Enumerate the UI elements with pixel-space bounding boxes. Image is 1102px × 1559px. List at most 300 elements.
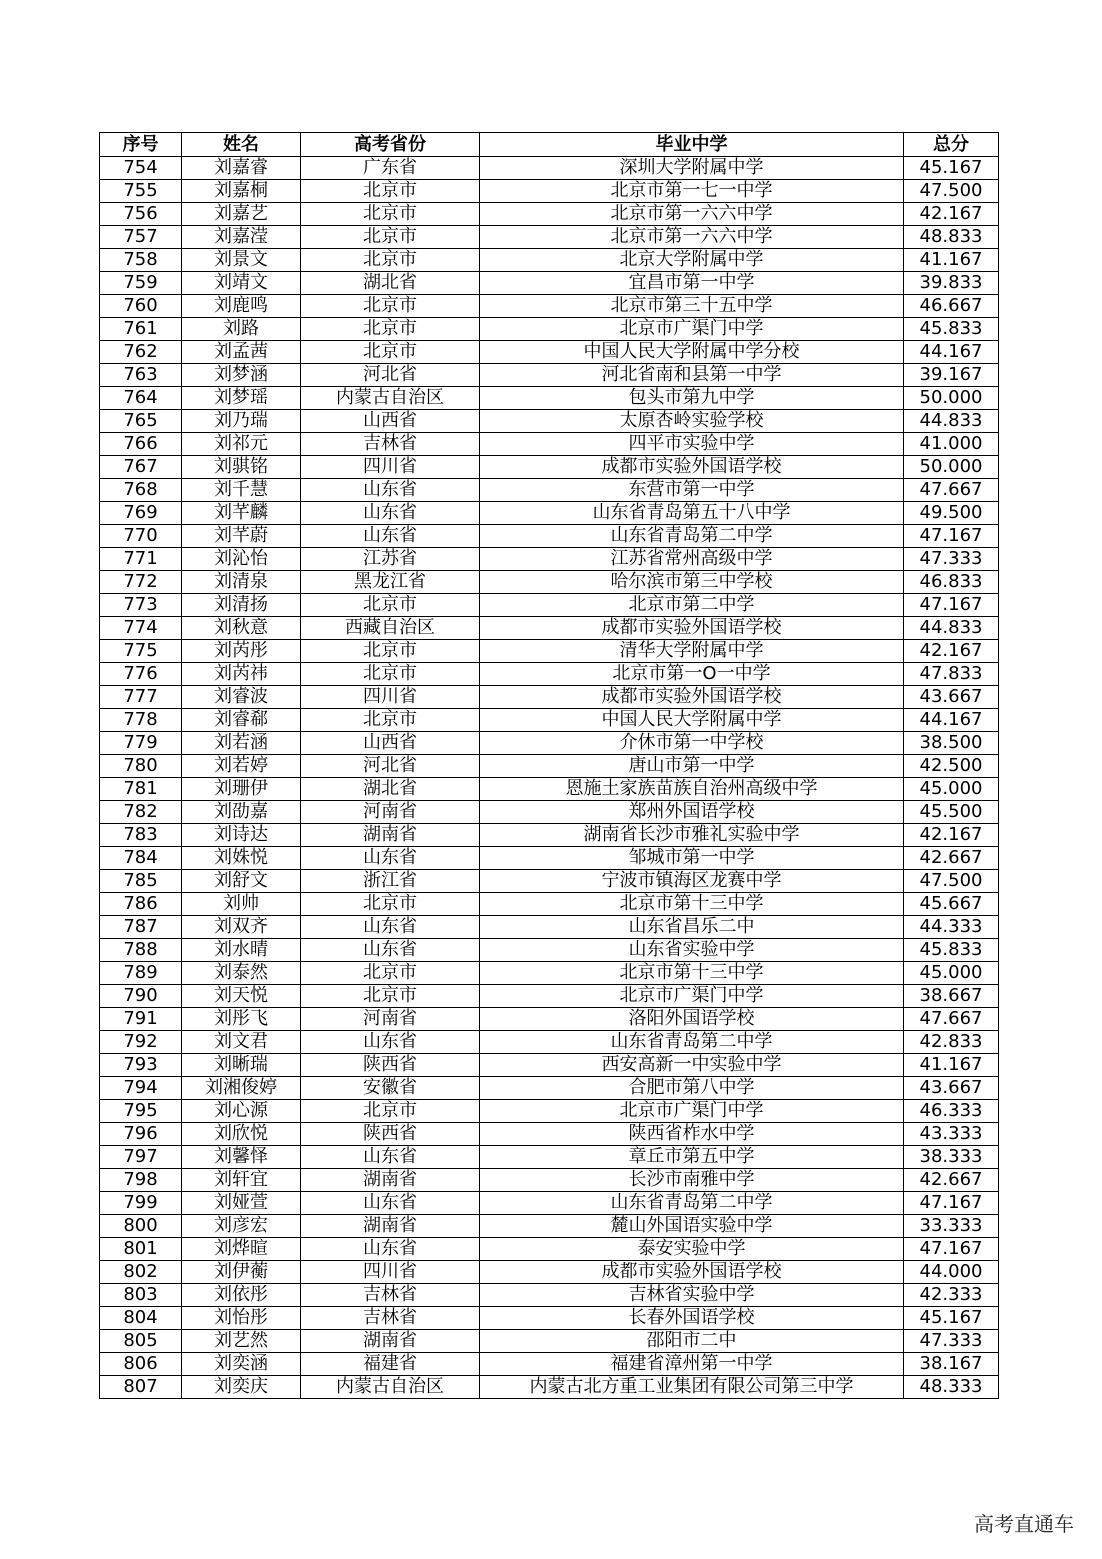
cell-province: 陕西省 <box>301 1123 480 1146</box>
cell-index: 762 <box>100 341 182 364</box>
cell-province: 四川省 <box>301 456 480 479</box>
table-row <box>100 479 999 502</box>
cell-index: 782 <box>100 801 182 824</box>
cell-score: 48.833 <box>904 226 999 249</box>
table-row <box>100 985 999 1008</box>
table-row <box>100 801 999 824</box>
cell-name: 刘心源 <box>182 1100 301 1123</box>
table-row <box>100 1008 999 1031</box>
cell-score: 47.333 <box>904 548 999 571</box>
cell-score: 43.667 <box>904 1077 999 1100</box>
cell-name: 刘烨暄 <box>182 1238 301 1261</box>
cell-index: 789 <box>100 962 182 985</box>
cell-school: 宜昌市第一中学 <box>480 272 904 295</box>
cell-province: 河北省 <box>301 755 480 778</box>
cell-name: 刘彤飞 <box>182 1008 301 1031</box>
table-row <box>100 686 999 709</box>
cell-school: 湖南省长沙市雅礼实验中学 <box>480 824 904 847</box>
cell-index: 804 <box>100 1307 182 1330</box>
table-row <box>100 456 999 479</box>
cell-name: 刘睿郗 <box>182 709 301 732</box>
cell-province: 安徽省 <box>301 1077 480 1100</box>
cell-school: 江苏省常州高级中学 <box>480 548 904 571</box>
cell-score: 46.333 <box>904 1100 999 1123</box>
cell-score: 47.667 <box>904 479 999 502</box>
table-row <box>100 364 999 387</box>
table-row <box>100 410 999 433</box>
cell-index: 792 <box>100 1031 182 1054</box>
cell-province: 北京市 <box>301 341 480 364</box>
cell-score: 44.333 <box>904 916 999 939</box>
cell-province: 四川省 <box>301 1261 480 1284</box>
cell-index: 797 <box>100 1146 182 1169</box>
cell-score: 47.167 <box>904 1192 999 1215</box>
table-row <box>100 594 999 617</box>
table-row <box>100 1123 999 1146</box>
table-row <box>100 203 999 226</box>
cell-score: 47.167 <box>904 1238 999 1261</box>
table-row <box>100 180 999 203</box>
cell-index: 800 <box>100 1215 182 1238</box>
table-header-row <box>100 133 999 157</box>
cell-name: 刘睿波 <box>182 686 301 709</box>
cell-province: 山东省 <box>301 1192 480 1215</box>
cell-score: 42.167 <box>904 824 999 847</box>
cell-score: 39.833 <box>904 272 999 295</box>
cell-school: 山东省青岛第二中学 <box>480 1031 904 1054</box>
score-table <box>99 132 999 1399</box>
watermark: 高考直通车 <box>974 1512 1074 1536</box>
cell-index: 771 <box>100 548 182 571</box>
cell-score: 47.667 <box>904 1008 999 1031</box>
cell-name: 刘秋意 <box>182 617 301 640</box>
table-row <box>100 226 999 249</box>
cell-score: 45.500 <box>904 801 999 824</box>
cell-province: 北京市 <box>301 1100 480 1123</box>
cell-index: 788 <box>100 939 182 962</box>
cell-score: 45.167 <box>904 1307 999 1330</box>
cell-name: 刘骐铭 <box>182 456 301 479</box>
cell-index: 795 <box>100 1100 182 1123</box>
table-row <box>100 249 999 272</box>
cell-index: 807 <box>100 1376 182 1399</box>
cell-index: 783 <box>100 824 182 847</box>
table-row <box>100 1100 999 1123</box>
cell-school: 北京市广渠门中学 <box>480 1100 904 1123</box>
cell-name: 刘景文 <box>182 249 301 272</box>
cell-province: 山东省 <box>301 1146 480 1169</box>
cell-school: 内蒙古北方重工业集团有限公司第三中学 <box>480 1376 904 1399</box>
cell-school: 河北省南和县第一中学 <box>480 364 904 387</box>
cell-province: 北京市 <box>301 640 480 663</box>
cell-name: 刘欣悦 <box>182 1123 301 1146</box>
table-row <box>100 157 999 180</box>
cell-score: 45.000 <box>904 778 999 801</box>
cell-province: 山西省 <box>301 732 480 755</box>
cell-province: 北京市 <box>301 594 480 617</box>
cell-province: 山东省 <box>301 1238 480 1261</box>
cell-school: 邹城市第一中学 <box>480 847 904 870</box>
table-row <box>100 663 999 686</box>
cell-index: 786 <box>100 893 182 916</box>
cell-score: 47.167 <box>904 525 999 548</box>
cell-school: 太原杏岭实验学校 <box>480 410 904 433</box>
cell-name: 刘嘉艺 <box>182 203 301 226</box>
cell-province: 吉林省 <box>301 1284 480 1307</box>
cell-index: 806 <box>100 1353 182 1376</box>
table-row <box>100 1261 999 1284</box>
cell-school: 宁波市镇海区龙赛中学 <box>480 870 904 893</box>
cell-province: 湖南省 <box>301 1215 480 1238</box>
cell-index: 798 <box>100 1169 182 1192</box>
table-row <box>100 571 999 594</box>
cell-school: 成都市实验外国语学校 <box>480 456 904 479</box>
table-row <box>100 295 999 318</box>
cell-name: 刘清扬 <box>182 594 301 617</box>
cell-score: 45.833 <box>904 939 999 962</box>
cell-score: 43.667 <box>904 686 999 709</box>
cell-score: 48.333 <box>904 1376 999 1399</box>
cell-school: 合肥市第八中学 <box>480 1077 904 1100</box>
cell-school: 成都市实验外国语学校 <box>480 686 904 709</box>
table-row <box>100 1077 999 1100</box>
cell-school: 北京市第一七一中学 <box>480 180 904 203</box>
cell-province: 西藏自治区 <box>301 617 480 640</box>
cell-index: 801 <box>100 1238 182 1261</box>
cell-province: 内蒙古自治区 <box>301 1376 480 1399</box>
cell-score: 44.833 <box>904 617 999 640</box>
cell-index: 775 <box>100 640 182 663</box>
cell-score: 42.333 <box>904 1284 999 1307</box>
cell-index: 765 <box>100 410 182 433</box>
cell-name: 刘舒文 <box>182 870 301 893</box>
cell-province: 湖北省 <box>301 778 480 801</box>
header-name: 姓名 <box>182 133 301 157</box>
cell-school: 北京市广渠门中学 <box>480 318 904 341</box>
table-row <box>100 1330 999 1353</box>
table-row <box>100 1192 999 1215</box>
cell-index: 757 <box>100 226 182 249</box>
cell-name: 刘鹿鸣 <box>182 295 301 318</box>
cell-name: 刘靖文 <box>182 272 301 295</box>
cell-school: 泰安实验中学 <box>480 1238 904 1261</box>
cell-index: 769 <box>100 502 182 525</box>
cell-province: 山东省 <box>301 502 480 525</box>
cell-school: 陕西省柞水中学 <box>480 1123 904 1146</box>
cell-score: 38.333 <box>904 1146 999 1169</box>
table-row <box>100 1238 999 1261</box>
cell-province: 北京市 <box>301 893 480 916</box>
cell-score: 39.167 <box>904 364 999 387</box>
cell-province: 河南省 <box>301 1008 480 1031</box>
cell-province: 吉林省 <box>301 1307 480 1330</box>
cell-index: 785 <box>100 870 182 893</box>
cell-province: 北京市 <box>301 709 480 732</box>
cell-name: 刘奕庆 <box>182 1376 301 1399</box>
cell-province: 北京市 <box>301 663 480 686</box>
table-row <box>100 1215 999 1238</box>
cell-province: 北京市 <box>301 180 480 203</box>
cell-score: 41.167 <box>904 1054 999 1077</box>
cell-index: 776 <box>100 663 182 686</box>
cell-name: 刘晰瑞 <box>182 1054 301 1077</box>
cell-school: 哈尔滨市第三中学校 <box>480 571 904 594</box>
table-row <box>100 272 999 295</box>
cell-name: 刘嘉滢 <box>182 226 301 249</box>
table-row <box>100 617 999 640</box>
table-row <box>100 962 999 985</box>
cell-index: 780 <box>100 755 182 778</box>
cell-score: 44.167 <box>904 709 999 732</box>
cell-index: 766 <box>100 433 182 456</box>
cell-score: 41.000 <box>904 433 999 456</box>
cell-province: 北京市 <box>301 249 480 272</box>
cell-index: 803 <box>100 1284 182 1307</box>
cell-score: 33.333 <box>904 1215 999 1238</box>
cell-name: 刘文君 <box>182 1031 301 1054</box>
cell-name: 刘轩宜 <box>182 1169 301 1192</box>
table-row <box>100 640 999 663</box>
cell-name: 刘姝悦 <box>182 847 301 870</box>
cell-score: 49.500 <box>904 502 999 525</box>
cell-score: 47.500 <box>904 870 999 893</box>
cell-province: 陕西省 <box>301 1054 480 1077</box>
cell-index: 793 <box>100 1054 182 1077</box>
cell-school: 洛阳外国语学校 <box>480 1008 904 1031</box>
cell-school: 长沙市南雅中学 <box>480 1169 904 1192</box>
cell-school: 长春外国语学校 <box>480 1307 904 1330</box>
cell-school: 章丘市第五中学 <box>480 1146 904 1169</box>
cell-school: 北京市第十三中学 <box>480 962 904 985</box>
cell-province: 湖北省 <box>301 272 480 295</box>
cell-index: 779 <box>100 732 182 755</box>
cell-name: 刘梦涵 <box>182 364 301 387</box>
cell-score: 44.000 <box>904 1261 999 1284</box>
cell-school: 中国人民大学附属中学 <box>480 709 904 732</box>
cell-province: 湖南省 <box>301 1330 480 1353</box>
cell-score: 47.833 <box>904 663 999 686</box>
cell-name: 刘孟茜 <box>182 341 301 364</box>
header-school: 毕业中学 <box>480 133 904 157</box>
table-row <box>100 387 999 410</box>
cell-name: 刘劭嘉 <box>182 801 301 824</box>
cell-name: 刘若涵 <box>182 732 301 755</box>
cell-score: 41.167 <box>904 249 999 272</box>
cell-index: 787 <box>100 916 182 939</box>
table-row <box>100 916 999 939</box>
table-row <box>100 778 999 801</box>
cell-score: 46.833 <box>904 571 999 594</box>
table-row <box>100 1353 999 1376</box>
cell-index: 784 <box>100 847 182 870</box>
cell-province: 北京市 <box>301 295 480 318</box>
cell-province: 浙江省 <box>301 870 480 893</box>
cell-name: 刘嘉睿 <box>182 157 301 180</box>
cell-name: 刘天悦 <box>182 985 301 1008</box>
cell-province: 北京市 <box>301 203 480 226</box>
table-row <box>100 1376 999 1399</box>
cell-score: 44.167 <box>904 341 999 364</box>
cell-province: 广东省 <box>301 157 480 180</box>
cell-name: 刘帅 <box>182 893 301 916</box>
cell-index: 799 <box>100 1192 182 1215</box>
cell-province: 河北省 <box>301 364 480 387</box>
cell-province: 北京市 <box>301 985 480 1008</box>
cell-province: 山西省 <box>301 410 480 433</box>
cell-school: 深圳大学附属中学 <box>480 157 904 180</box>
cell-name: 刘芮祎 <box>182 663 301 686</box>
cell-school: 福建省漳州第一中学 <box>480 1353 904 1376</box>
cell-name: 刘芊麟 <box>182 502 301 525</box>
cell-school: 东营市第一中学 <box>480 479 904 502</box>
cell-province: 福建省 <box>301 1353 480 1376</box>
cell-index: 764 <box>100 387 182 410</box>
cell-index: 773 <box>100 594 182 617</box>
cell-name: 刘依彤 <box>182 1284 301 1307</box>
cell-index: 774 <box>100 617 182 640</box>
table-row <box>100 1054 999 1077</box>
cell-name: 刘伊蘅 <box>182 1261 301 1284</box>
cell-name: 刘沁怡 <box>182 548 301 571</box>
cell-name: 刘彦宏 <box>182 1215 301 1238</box>
cell-name: 刘珊伊 <box>182 778 301 801</box>
table-row <box>100 341 999 364</box>
table-row <box>100 525 999 548</box>
cell-province: 湖南省 <box>301 824 480 847</box>
cell-index: 778 <box>100 709 182 732</box>
cell-index: 772 <box>100 571 182 594</box>
table-row <box>100 1031 999 1054</box>
table-row <box>100 1146 999 1169</box>
table-body <box>100 157 999 1399</box>
cell-index: 755 <box>100 180 182 203</box>
cell-school: 北京市第一O一中学 <box>480 663 904 686</box>
cell-school: 山东省实验中学 <box>480 939 904 962</box>
cell-school: 山东省青岛第二中学 <box>480 525 904 548</box>
cell-score: 42.167 <box>904 640 999 663</box>
table-row <box>100 847 999 870</box>
cell-name: 刘艺然 <box>182 1330 301 1353</box>
cell-name: 刘馨怿 <box>182 1146 301 1169</box>
cell-name: 刘嘉桐 <box>182 180 301 203</box>
cell-score: 44.833 <box>904 410 999 433</box>
cell-name: 刘清泉 <box>182 571 301 594</box>
cell-score: 45.167 <box>904 157 999 180</box>
cell-province: 江苏省 <box>301 548 480 571</box>
cell-name: 刘千慧 <box>182 479 301 502</box>
cell-score: 50.000 <box>904 387 999 410</box>
cell-score: 45.000 <box>904 962 999 985</box>
cell-score: 42.167 <box>904 203 999 226</box>
cell-school: 北京市第一六六中学 <box>480 226 904 249</box>
cell-school: 唐山市第一中学 <box>480 755 904 778</box>
cell-province: 山东省 <box>301 916 480 939</box>
cell-province: 吉林省 <box>301 433 480 456</box>
cell-name: 刘水晴 <box>182 939 301 962</box>
cell-province: 山东省 <box>301 939 480 962</box>
cell-score: 38.167 <box>904 1353 999 1376</box>
cell-school: 恩施土家族苗族自治州高级中学 <box>480 778 904 801</box>
table-row <box>100 893 999 916</box>
cell-school: 吉林省实验中学 <box>480 1284 904 1307</box>
cell-index: 790 <box>100 985 182 1008</box>
cell-school: 山东省昌乐二中 <box>480 916 904 939</box>
cell-school: 四平市实验中学 <box>480 433 904 456</box>
cell-score: 50.000 <box>904 456 999 479</box>
cell-province: 山东省 <box>301 847 480 870</box>
cell-index: 802 <box>100 1261 182 1284</box>
cell-school: 山东省青岛第二中学 <box>480 1192 904 1215</box>
cell-index: 770 <box>100 525 182 548</box>
cell-index: 760 <box>100 295 182 318</box>
table-row <box>100 709 999 732</box>
cell-school: 郑州外国语学校 <box>480 801 904 824</box>
cell-school: 山东省青岛第五十八中学 <box>480 502 904 525</box>
cell-score: 42.500 <box>904 755 999 778</box>
cell-index: 781 <box>100 778 182 801</box>
cell-score: 47.167 <box>904 594 999 617</box>
cell-province: 黑龙江省 <box>301 571 480 594</box>
cell-index: 805 <box>100 1330 182 1353</box>
header-province: 高考省份 <box>301 133 480 157</box>
cell-school: 北京市第十三中学 <box>480 893 904 916</box>
table-row <box>100 824 999 847</box>
cell-score: 42.667 <box>904 847 999 870</box>
cell-school: 北京市第二中学 <box>480 594 904 617</box>
cell-index: 763 <box>100 364 182 387</box>
table-row <box>100 755 999 778</box>
table-row <box>100 870 999 893</box>
cell-name: 刘泰然 <box>182 962 301 985</box>
cell-province: 湖南省 <box>301 1169 480 1192</box>
cell-score: 45.833 <box>904 318 999 341</box>
cell-school: 麓山外国语实验中学 <box>480 1215 904 1238</box>
cell-score: 47.333 <box>904 1330 999 1353</box>
cell-school: 北京市第三十五中学 <box>480 295 904 318</box>
table-row <box>100 433 999 456</box>
table-row <box>100 1169 999 1192</box>
cell-school: 成都市实验外国语学校 <box>480 1261 904 1284</box>
cell-name: 刘双齐 <box>182 916 301 939</box>
table-row <box>100 939 999 962</box>
table-row <box>100 1307 999 1330</box>
cell-index: 754 <box>100 157 182 180</box>
cell-province: 北京市 <box>301 318 480 341</box>
cell-province: 山东省 <box>301 1031 480 1054</box>
cell-score: 46.667 <box>904 295 999 318</box>
cell-name: 刘湘俊婷 <box>182 1077 301 1100</box>
cell-province: 北京市 <box>301 226 480 249</box>
cell-index: 794 <box>100 1077 182 1100</box>
cell-score: 42.833 <box>904 1031 999 1054</box>
cell-name: 刘娅萱 <box>182 1192 301 1215</box>
header-score: 总分 <box>904 133 999 157</box>
cell-school: 北京市广渠门中学 <box>480 985 904 1008</box>
table-row <box>100 732 999 755</box>
cell-index: 791 <box>100 1008 182 1031</box>
cell-name: 刘芊蔚 <box>182 525 301 548</box>
cell-score: 47.500 <box>904 180 999 203</box>
cell-name: 刘奕涵 <box>182 1353 301 1376</box>
cell-score: 42.667 <box>904 1169 999 1192</box>
table-row <box>100 318 999 341</box>
cell-school: 介休市第一中学校 <box>480 732 904 755</box>
cell-school: 清华大学附属中学 <box>480 640 904 663</box>
cell-index: 768 <box>100 479 182 502</box>
cell-province: 四川省 <box>301 686 480 709</box>
cell-school: 北京市第一六六中学 <box>480 203 904 226</box>
cell-name: 刘若婷 <box>182 755 301 778</box>
